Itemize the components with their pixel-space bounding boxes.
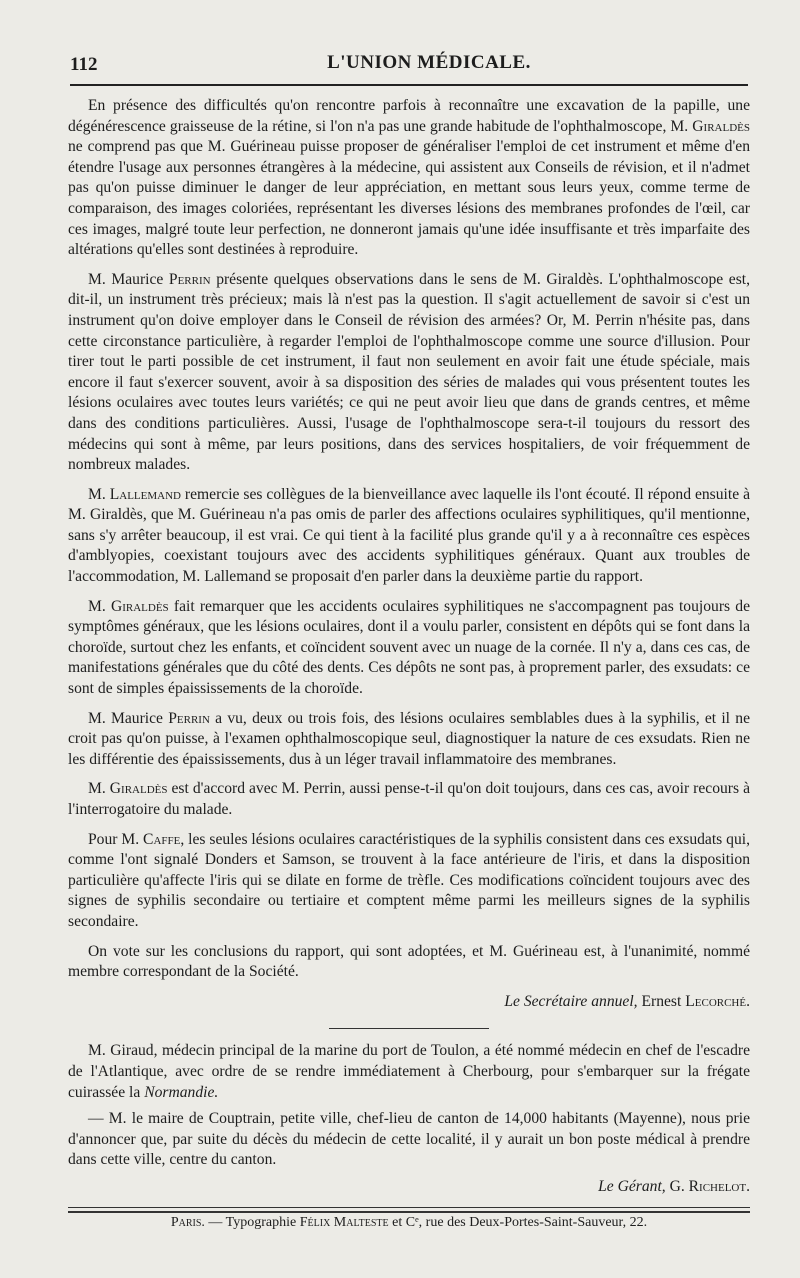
article-body <box>68 96 750 1242</box>
signature-role: Le Secrétaire annuel, <box>504 992 638 1010</box>
text-run: remercie ses collègues de la bienveillance avec laquelle ils l'ont écouté. Il répond ensuite à M. Giraldès, que M. Guérineau n'a pas omis de parler des affections oculaires syphilitiques, qu'il mentionne, sans s'y arrêter beaucoup, il est vrai. Ce qui tient à la facilité plus grande qu'il y a à reconnaître ces espèces d'amblyopies, coexistant toujours avec des accidents syphilitiques généraux. Quant aux troubles de l'accommodation, M. Lallemand se proposait d'en parler dans la deuxième partie du rapport. <box>68 485 750 586</box>
imprint-text-before: — Typographie <box>204 1214 300 1230</box>
imprint-text-after: et Cᵉ, rue des Deux-Portes-Saint-Sauveur, 22. <box>388 1214 648 1230</box>
paragraph <box>68 597 750 700</box>
paragraph <box>68 270 750 476</box>
paragraph <box>68 830 750 933</box>
page-number: 112 <box>70 54 98 75</box>
signature-last-name: Lecorché. <box>685 992 750 1010</box>
text-run: En présence des difficultés qu'on rencontre parfois à reconnaître une excavation de la papille, une dégénérescence graisseuse de la rétine, si l'on n'a pas une grande habitude de l'ophthalmoscope, M. <box>68 97 750 135</box>
text-run: On vote sur les conclusions du rapport, qui sont adoptées, et M. Guérineau est, à l'unanimité, nommé membre correspondant de la Société. <box>68 942 750 981</box>
speaker-name: Giraldès <box>692 117 750 135</box>
speaker-name: Caffe <box>143 830 181 848</box>
speaker-name: Lallemand <box>109 485 181 503</box>
paragraph <box>68 942 750 983</box>
speaker-name: Giraldès <box>109 780 168 798</box>
footer-rule <box>68 1207 750 1208</box>
paragraph <box>68 485 750 588</box>
notice-paragraph <box>68 1109 750 1171</box>
gerant-role: Le Gérant, <box>598 1177 666 1195</box>
text-run: M. <box>88 485 110 503</box>
text-run: Pour M. <box>88 830 144 848</box>
text-run: M. <box>88 780 110 798</box>
signature-first-name: Ernest <box>641 992 682 1010</box>
text-run: a vu, deux ou trois fois, des lésions oculaires semblables dues à la syphilis, et il ne croit pas qu'on puisse, à l'examen ophthalmoscopique seul, diagnostiquer la nature de ces exsudats. Rien ne les différentie des épaississements, dus à un léger travail inflammatoire des membranes. <box>68 709 750 768</box>
text-run: — M. le maire de Couptrain, petite ville, chef-lieu de canton de 14,000 habitants (Mayenne), nous prie d'annoncer que, par suite du décès du médecin de cette localité, il y aurait un bon poste médical à prendre dans cette ville, centre du canton. <box>68 1110 750 1169</box>
text-run: , les seules lésions oculaires caractéristiques de la syphilis consistent dans ces exsudats qui, comme l'ont signalé Donders et Samson, se trouvent à la face antérieure de l'iris, et dans la disposition particulière qu'affecte l'iris qui se dilate en forme de trèfle. Ces modifications coïncident toujours avec des signes de syphilis secondaire ou tertiaire et comptent même parmi les meilleurs signes de la syphilis secondaire. <box>68 830 750 930</box>
notices <box>68 1041 750 1171</box>
speaker-name: Perrin <box>168 270 211 288</box>
gerant-signature <box>68 1177 750 1198</box>
proceedings-paragraphs <box>68 96 750 983</box>
text-run: M. Maurice <box>88 270 169 288</box>
imprint-printer: Félix Malteste <box>299 1214 389 1230</box>
text-run: M. <box>88 597 111 615</box>
running-title: L'UNION MÉDICALE. <box>327 52 531 73</box>
secretary-signature <box>68 992 750 1013</box>
text-run: fait remarquer que les accidents oculaires syphilitiques ne s'accompagnent pas toujours de symptômes généraux, que les lésions oculaires, dont il a voulu parler, consistent en dépôts qui se font dans la choroïde, surtout chez les enfants, et coïncident souvent avec un nuage de la cornée. Il n'y a, dans ces cas, de manifestations générales que du côté des dents. Ces dépôts ne sont pas, à proprement parler, des exsudats: ce sont de simples épaississements de la choroïde. <box>68 597 750 698</box>
section-divider <box>329 1028 489 1029</box>
printer-imprint <box>68 1213 750 1234</box>
header-rule <box>70 84 748 86</box>
text-run: est d'accord avec M. Perrin, aussi pense-t-il qu'on doit toujours, dans ces cas, avoir recours à l'interrogatoire du malade. <box>68 780 750 818</box>
imprint-city: Paris. <box>170 1214 205 1230</box>
text-run: ne comprend pas que M. Guérineau puisse proposer de généraliser l'emploi de cet instrument et même d'en étendre l'usage aux personnes étrangères à la médecine, qui assistent aux Conseils de révision, et il n'admet pas qu'on puisse diminuer le danger de leur appréciation, en mettant sous leurs yeux, comme terme de comparaison, des images coloriées, représentant les diverses lésions des membranes profondes de l'œil, car ces images, malgré toute leur perfection, ne donneront jamais qu'une idée insuffisante et très imparfaite des altérations qu'elles sont destinées à reproduire. <box>68 138 750 259</box>
text-run: Normandie. <box>144 1083 219 1101</box>
text-run: présente quelques observations dans le sens de M. Giraldès. L'ophthalmoscope est, dit-il, un instrument très précieux; mais là n'est pas la question. Il s'agit actuellement de savoir si c'est un instrument qu'on doive employer dans le Conseil de révision des armées? Or, M. Perrin n'hésite pas, dans cette circonstance particulière, à regarder l'emploi de l'ophthalmoscope comme une source d'illusion. Pour tirer tout le parti possible de cet instrument, il faut non seulement en avoir fait une étude spéciale, mais encore il faut s'exercer souvent, avoir à sa disposition des séries de malades qui vous présentent toutes les lésions oculaires avec toutes leurs variétés; ce qui ne peut avoir lieu que dans de grands centres, et même dans des conditions particulières. Aussi, l'usage de l'ophthalmoscope sera-t-il toujours du ressort des médecins qui sont à même, par leurs positions, dans des services hospitaliers, de voir fréquemment de nombreux malades. <box>68 270 750 474</box>
speaker-name: Giraldès <box>110 597 169 615</box>
paragraph <box>68 96 750 261</box>
speaker-name: Perrin <box>168 709 210 727</box>
text-run: M. Maurice <box>88 709 169 727</box>
paragraph <box>68 709 750 771</box>
gerant-name: G. Richelot. <box>669 1177 750 1195</box>
page-header <box>70 52 748 82</box>
notice-paragraph <box>68 1041 750 1103</box>
paragraph <box>68 779 750 820</box>
text-run: M. Giraud, médecin principal de la marine du port de Toulon, a été nommé médecin en chef de l'escadre de l'Atlantique, avec ordre de se rendre immédiatement à Cherbourg, pour s'embarquer sur la frégate cuirassée la <box>68 1042 750 1101</box>
